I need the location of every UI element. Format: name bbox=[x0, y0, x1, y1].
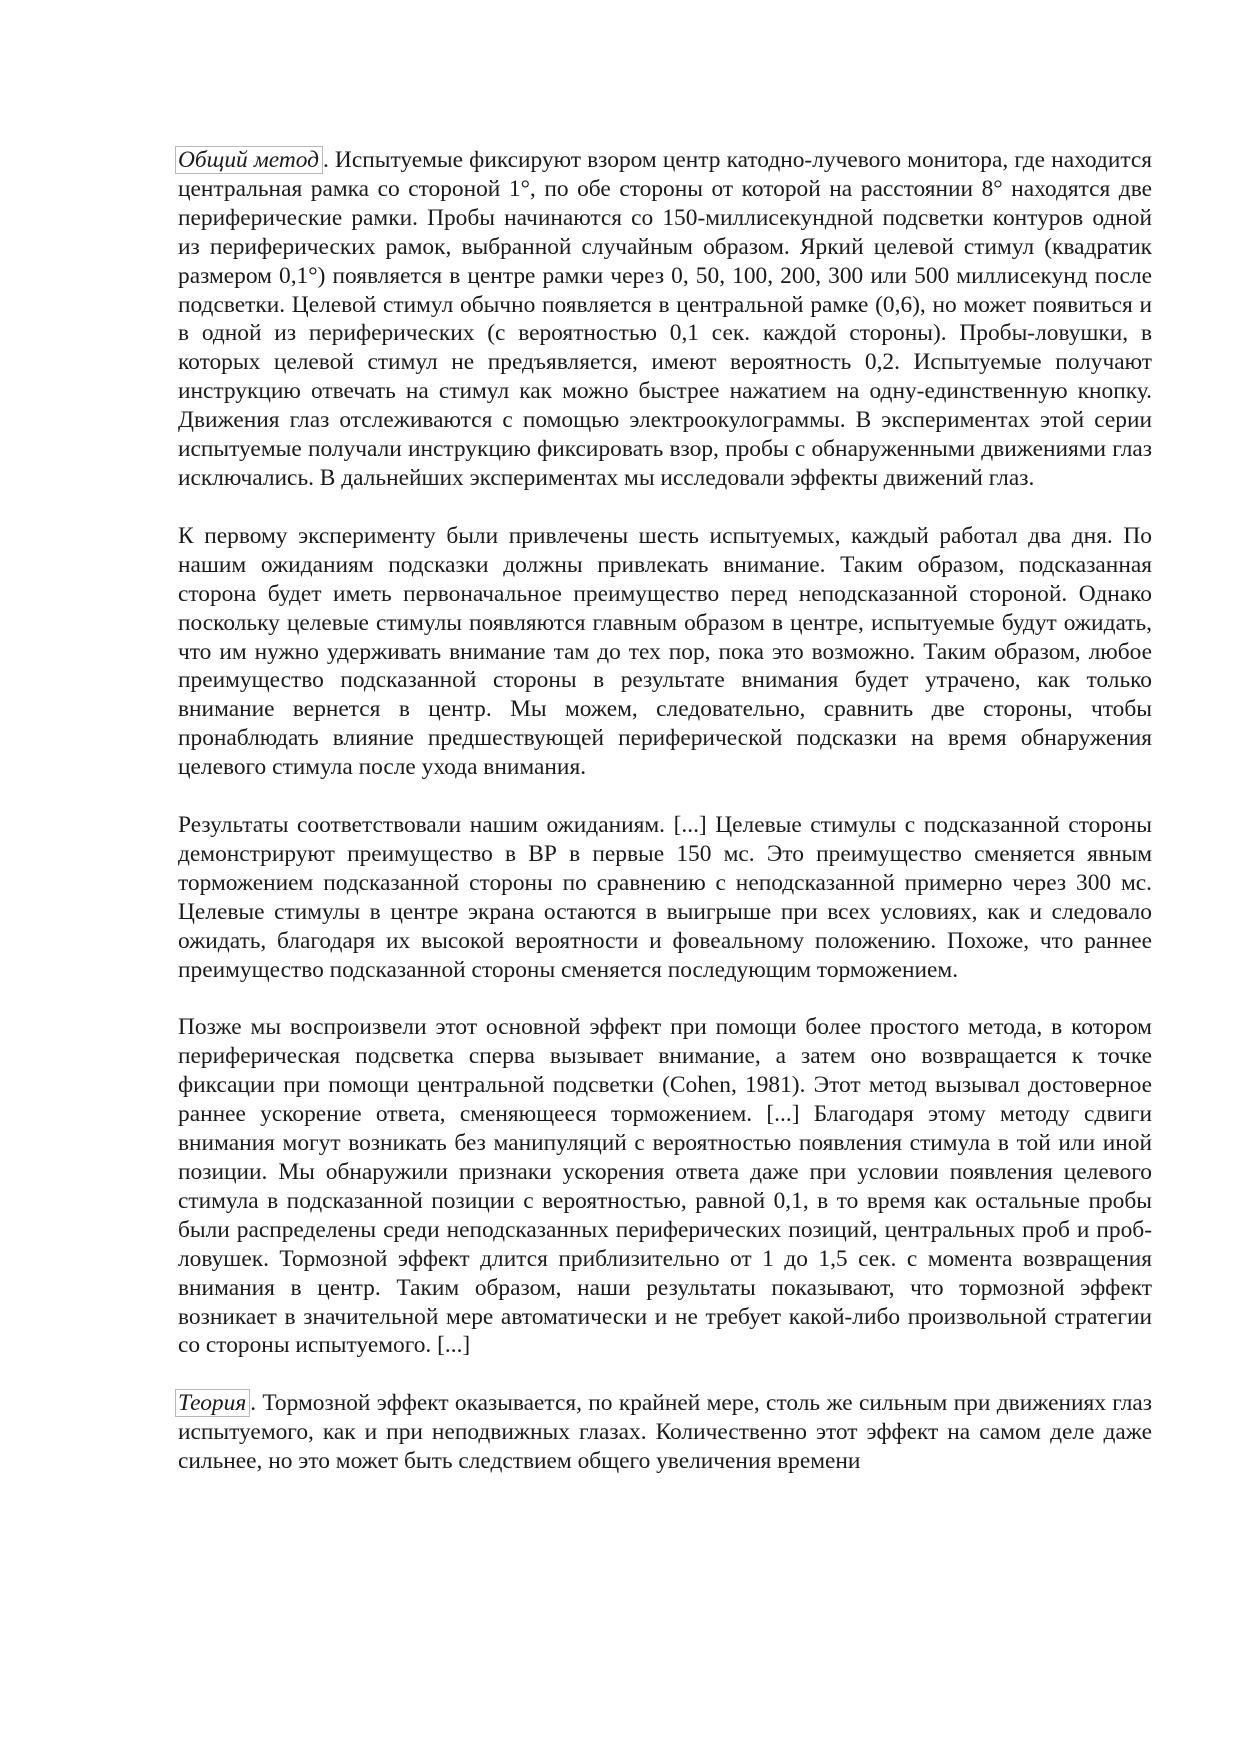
paragraph-text: Результаты соответствовали нашим ожиданиям. [...] Целевые стимулы с подсказанной стороны демонстрируют преимущество в ВР в первые 150 мс. Это преимущество сменяется явным торможением подсказанной стороны по сравнению с неподсказанной примерно через 300 мс. Целевые стимулы в центре экрана остаются в выигрыше при всех условиях, как и следовало ожидать, благодаря их высокой вероятности и фовеальному положению. Похоже, что раннее преимущество подсказанной стороны сменяется последующим торможением. bbox=[178, 812, 1152, 983]
paragraph-text: К первому эксперименту были привлечены шесть испытуемых, каждый работал два дня. По нашим ожиданиям подсказки должны привлекать внимание. Таким образом, подсказанная сторона будет иметь первоначальное преимущество перед неподсказанной стороной. Однако поскольку целевые стимулы появляются главным образом в центре, испытуемые будут ожидать, что им нужно удерживать внимание там до тех пор, пока это возможно. Таким образом, любое преимущество подсказанной стороны в результате внимания будет утрачено, как только внимание вернется в центр. Мы можем, следовательно, сравнить две стороны, чтобы пронаблюдать влияние предшествующей периферической подсказки на время обнаружения целевого стимула после ухода внимания. bbox=[178, 522, 1152, 781]
paragraph-replication bbox=[178, 1013, 1152, 1360]
paragraph-theory bbox=[178, 1389, 1152, 1476]
paragraph-text: . Тормозной эффект оказывается, по крайней мере, столь же сильным при движениях глаз испытуемого, как и при неподвижных глазах. Количественно этот эффект на самом деле даже сильнее, но это может быть следствием общего увеличения времени bbox=[178, 1390, 1152, 1475]
paragraph-first-experiment bbox=[178, 522, 1152, 782]
document-page bbox=[178, 146, 1152, 1505]
paragraph-text: . Испытуемые фиксируют взором центр катодно-лучевого монитора, где находится центральная рамка со стороной 1°, по обе стороны от которой на расстоянии 8° находятся две периферические рамки. Пробы начинаются со 150-миллисекундной подсветки контуров одной из периферических рамок, выбранной случайным образом. Яркий целевой стимул (квадратик размером 0,1°) появляется в центре рамки через 0, 50, 100, 200, 300 или 500 миллисекунд после подсветки. Целевой стимул обычно появляется в центральной рамке (0,6), но может появиться и в одной из периферических (с вероятностью 0,1 сек. каждой стороны). Пробы-ловушки, в которых целевой стимул не предъявляется, имеют вероятность 0,2. Испытуемые получают инструкцию отвечать на стимул как можно быстрее нажатием на одну-единственную кнопку. Движения глаз отслеживаются с помощью электроокулограммы. В экспериментах этой серии испытуемые получали инструкцию фиксировать взор, пробы с обнаруженными движениями глаз исключались. В дальнейших экспериментах мы исследовали эффекты движений глаз. bbox=[178, 147, 1152, 491]
section-lead-general-method: Общий метод bbox=[175, 146, 323, 174]
section-lead-theory: Теория bbox=[175, 1389, 250, 1417]
paragraph-general-method bbox=[178, 146, 1152, 493]
paragraph-results bbox=[178, 811, 1152, 984]
paragraph-text: Позже мы воспроизвели этот основной эффект при помощи более простого метода, в котором периферическая подсветка сперва вызывает внимание, а затем оно возвращается к точке фиксации при помощи центральной подсветки (Cohen, 1981). Этот метод вызывал достоверное раннее ускорение ответа, сменяющееся торможением. [...] Благодаря этому методу сдвиги внимания могут возникать без манипуляций с вероятностью появления стимула в той или иной позиции. Мы обнаружили признаки ускорения ответа даже при условии появления целевого стимула в подсказанной позиции с вероятностью, равной 0,1, в то время как остальные пробы были распределены среди неподсказанных периферических позиций, центральных проб и проб-ловушек. Тормозной эффект длится приблизительно от 1 до 1,5 сек. с момента возвращения внимания в центр. Таким образом, наши результаты показывают, что тормозной эффект возникает в значительной мере автоматически и не требует какой-либо произвольной стратегии со стороны испытуемого. [...] bbox=[178, 1014, 1152, 1359]
